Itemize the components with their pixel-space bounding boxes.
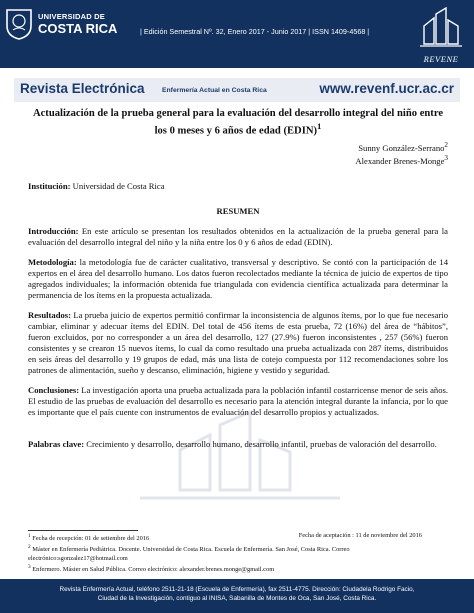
footer-line-2: Ciudad de la Investigación, contiguo al INISA, Sabanilla de Montes de Oca, San José, Costa Rica. xyxy=(97,594,377,602)
revene-emblem-icon xyxy=(416,4,466,52)
footnote-1-mark: 1 xyxy=(28,533,31,539)
footnote-2-text: Máster en Enfermería Pediátrica. Docente. Universidad de Costa Rica. Escuela de Enfermería. San José, Costa Rica. Correo electrónico:sgonzalez17@hotmail.com xyxy=(28,546,350,562)
author-2 xyxy=(28,153,448,167)
author-1-footnote-mark: 2 xyxy=(444,140,448,149)
abstract-results xyxy=(28,310,448,376)
abstract-conclusions xyxy=(28,385,448,418)
revene-logo[interactable] xyxy=(416,4,466,64)
footer-band xyxy=(0,579,474,613)
footnote-3-mark: 3 xyxy=(28,564,31,571)
footnote-3-text: Enfermero. Máster en Salud Pública. Correo electrónico: alexander.brenes.monge@gmail.com xyxy=(30,566,275,574)
ucr-logo[interactable] xyxy=(4,6,122,44)
article-title-text: Actualización de la prueba general para la evaluación del desarrollo integral del niño entre los 0 meses y 6 años de edad (EDIN) xyxy=(32,108,444,137)
ucr-crest-icon xyxy=(4,8,34,40)
conclusions-label: Conclusiones: xyxy=(28,385,80,396)
institution-label: Institución: xyxy=(28,181,71,192)
keywords-text: Crecimiento y desarrollo, desarrollo humano, desarrollo infantil, pruebas de valoración del desarrollo. xyxy=(84,439,437,450)
footnote-2 xyxy=(28,543,448,563)
title-footnote-mark: 1 xyxy=(317,121,322,131)
article-title xyxy=(28,107,448,138)
methodology-label: Metodología: xyxy=(28,257,77,268)
footnote-3 xyxy=(28,563,448,574)
introduction-text: En este artículo se presentan los resultados obtenidos en la actualización de la prueba general para la evaluación del desarrollo integral del niño y la niña entre los 0 y 6 años de edad (EDIN). xyxy=(28,226,448,248)
journal-subtitle: Enfermería Actual en Costa Rica xyxy=(162,87,267,94)
university-name-line2: COSTA RICA xyxy=(38,21,118,36)
article-body xyxy=(28,107,448,450)
author-1-name: Sunny González-Serrano xyxy=(358,142,445,153)
institution-value: Universidad de Costa Rica xyxy=(70,181,165,192)
header-band xyxy=(0,0,474,68)
methodology-text: la metodología fue de carácter cualitativo, transversal y descriptivo. Se contó con la participación de 14 expertos en el área del desarrollo humano. Los datos fueron recolectados mediante la técnica de juicio de expertos de tipo agregados individuales; la información obtenida fue triangulada con evidencia científica actualizada para determinar la permanencia de los ítems en la propuesta actualizada. xyxy=(28,257,448,301)
footnotes xyxy=(28,532,448,575)
introduction-label: Introducción: xyxy=(28,226,79,237)
footer-line-1: Revista Enfermería Actual, teléfono 2511-21-18 (Escuela de Enfermería), fax 2511-4775. Dirección: Ciudadela Rodrigo Facio, xyxy=(59,586,415,593)
acceptance-date: Fecha de aceptación : 11 de noviembre del 2016 xyxy=(298,532,422,539)
footnote-2-mark: 2 xyxy=(28,544,31,551)
author-2-name: Alexander Brenes-Monge xyxy=(355,156,445,167)
journal-name: Revista Electrónica xyxy=(20,81,145,96)
results-text: La prueba juicio de expertos permitió confirmar la inconsistencia de algunos ítems, por lo que fue necesario cambiar, eliminar y adecuar ítems del EDIN. Del total de 456 ítems de esta prueba, 72 (16%) del área de “hábitos”, fueron excluidos, por no corresponder a un área del desarrollo, 127 (27.9%) fueron inconsistentes , 257 (56%) fueron consistentes y se crearon 15 nuevos ítems, lo cual da como resultado una prueba actualizada con 287 ítems, distribuidos en seis áreas del desarrollo y 19 grupos de edad, más una lista de cotejo compuesta por 112 recomendaciones sobre los patrones de alimentación, sueño y descanso, eliminación, higiene y vestido y seguridad. xyxy=(28,310,448,376)
institution-line xyxy=(28,181,448,192)
edition-info: | Edición Semestral Nº. 32, Enero 2017 - Junio 2017 | ISSN 1409-4568 | xyxy=(140,27,370,36)
abstract-introduction xyxy=(28,226,448,248)
abstract-heading: RESUMEN xyxy=(216,206,260,217)
journal-bar xyxy=(14,78,460,102)
reception-date: Fecha de recepción: 01 de setiembre del 2016 xyxy=(30,535,150,543)
keywords xyxy=(28,439,448,450)
footnote-1 xyxy=(28,532,448,543)
keywords-label: Palabras clave: xyxy=(28,439,85,450)
revene-wordmark: REVENE xyxy=(423,54,459,64)
conclusions-text: La investigación aporta una prueba actualizada para la población infantil costarricense menor de seis años. El estudio de las pruebas de evaluación del desarrollo es necesario para la atención integral durante la infancia, por lo que es importante que el país cuente con instrumentos de evaluación del desarrollo propios y actualizados. xyxy=(28,385,448,418)
footnote-1-left xyxy=(28,532,149,543)
journal-url-link[interactable]: www.revenf.ucr.ac.cr xyxy=(319,81,454,96)
university-name-line1: UNIVERSIDAD DE xyxy=(38,12,105,21)
footnote-divider xyxy=(28,530,138,531)
results-label: Resultados: xyxy=(28,310,71,321)
author-2-footnote-mark: 3 xyxy=(444,154,448,163)
author-1 xyxy=(28,140,448,154)
abstract-methodology xyxy=(28,257,448,301)
